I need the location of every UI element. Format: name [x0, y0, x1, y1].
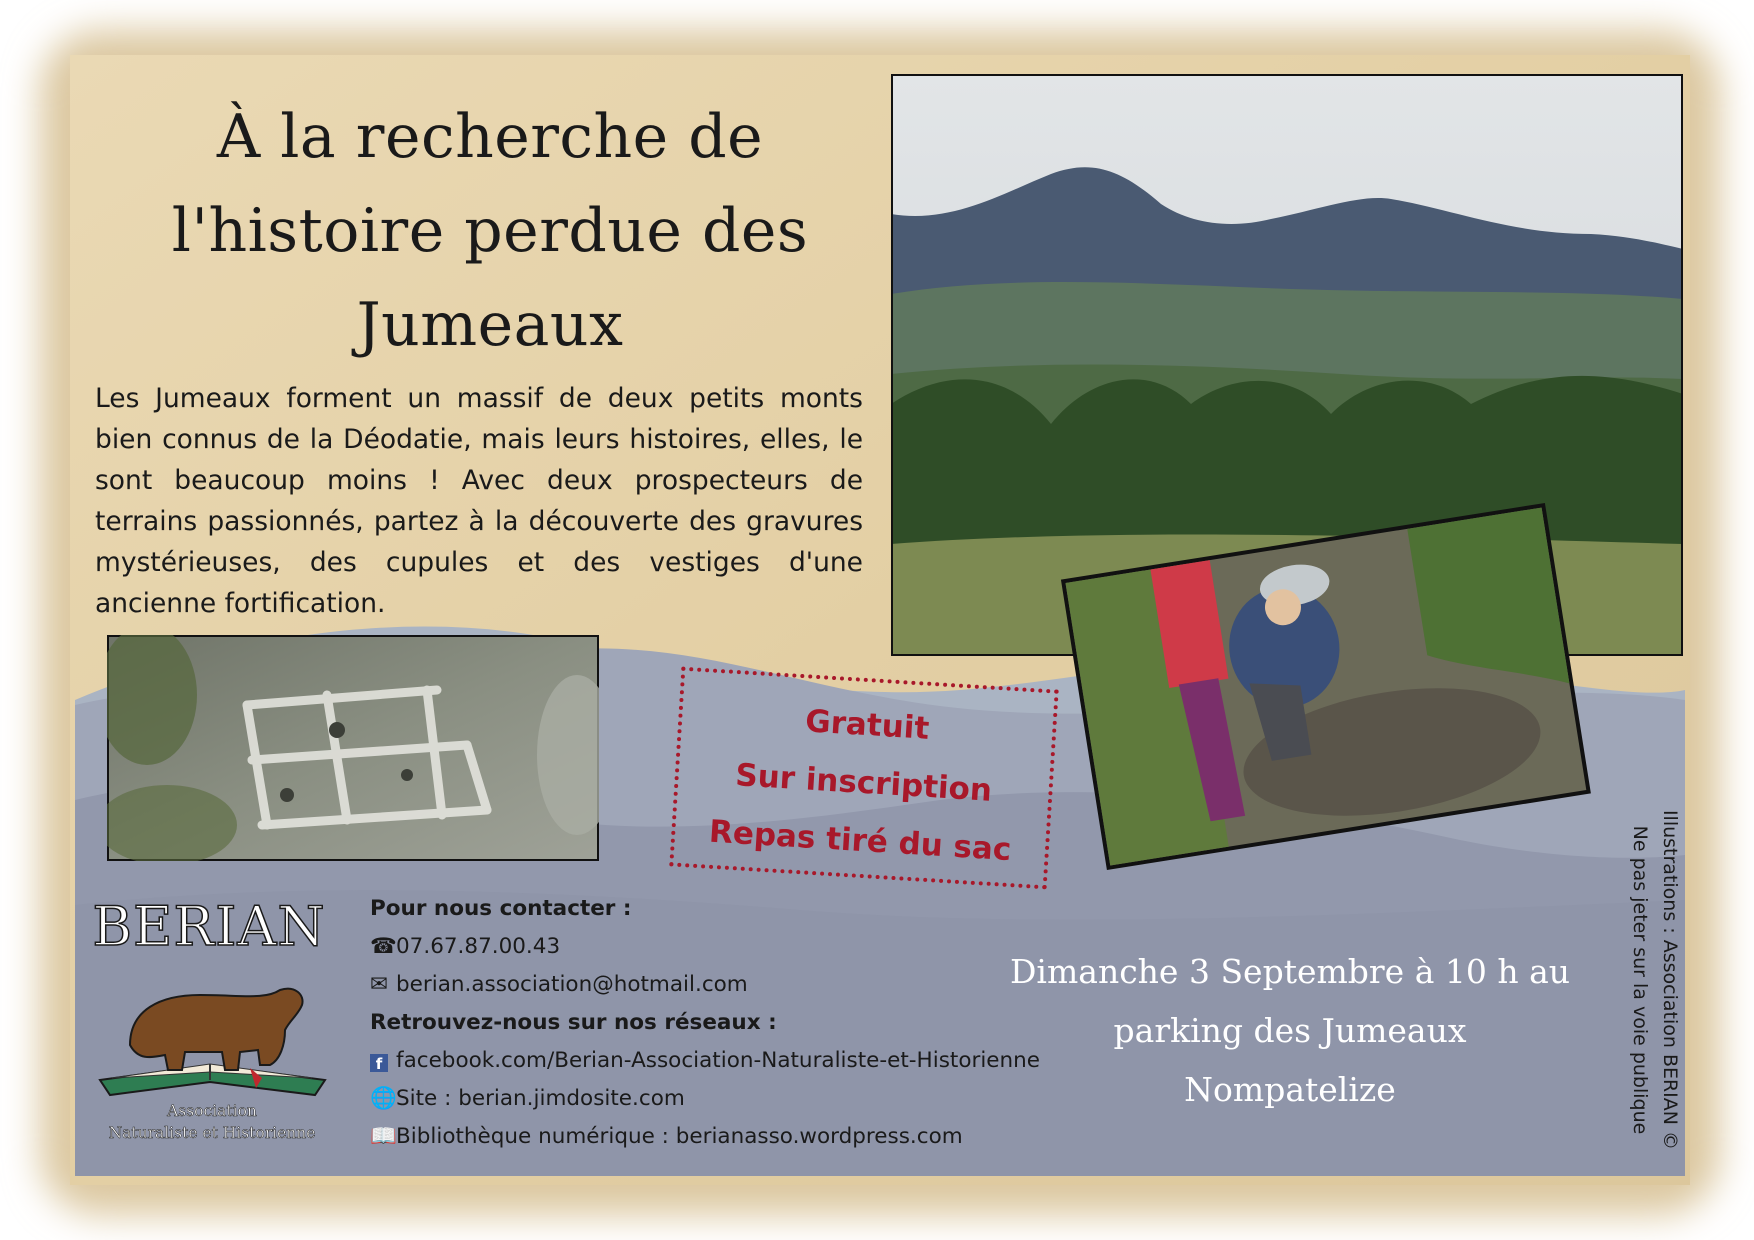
- event-meeting-point: parking des Jumeaux: [1113, 1011, 1467, 1050]
- contact-site: [370, 1080, 1090, 1118]
- side-note: [1620, 800, 1690, 1160]
- contact-facebook: [370, 1042, 1090, 1080]
- email-address: berian.association@hotmail.com: [396, 972, 748, 997]
- library-link[interactable]: Bibliothèque numérique : berianasso.wordpress.com: [396, 1124, 963, 1149]
- phone-icon: ☎: [370, 934, 397, 959]
- prospectors-photo: [1050, 470, 1620, 890]
- offer-free: Gratuit: [804, 703, 931, 747]
- engraved-rock-photo: [107, 635, 599, 861]
- logo-subtitle: [92, 1100, 332, 1144]
- title-line-2: l'histoire perdue des: [171, 196, 809, 266]
- site-link[interactable]: Site : berian.jimdosite.com: [396, 1086, 685, 1111]
- phone-number: 07.67.87.00.43: [396, 934, 561, 959]
- event-date-time: Dimanche 3 Septembre à 10 h au: [1009, 952, 1571, 991]
- contact-phone: [370, 928, 1090, 966]
- title-line-3: Jumeaux: [356, 290, 624, 360]
- globe-icon: 🌐: [370, 1086, 397, 1111]
- envelope-icon: ✉: [370, 972, 389, 997]
- bear-book-logo-icon: [90, 960, 335, 1100]
- book-icon: 📖: [370, 1124, 397, 1149]
- description-paragraph: Les Jumeaux forment un massif de deux petits monts bien connus de la Déodatie, mais leurs histoires, elles, le sont beaucoup moins ! Avec deux prospecteurs de terrains passionnés, partez à la découverte des gravures mystérieuses, des cupules et des vestiges d'une ancienne fortification.: [95, 383, 863, 619]
- social-heading: Retrouvez-nous sur nos réseaux :: [370, 1010, 777, 1035]
- facebook-link[interactable]: facebook.com/Berian-Association-Naturaliste-et-Historienne: [396, 1048, 1041, 1073]
- offer-box: [669, 667, 1059, 890]
- facebook-icon: f: [370, 1042, 396, 1080]
- contact-heading: Pour nous contacter :: [370, 896, 632, 921]
- logo-title: BERIAN: [92, 895, 326, 958]
- wave-base: [75, 1170, 1685, 1176]
- offer-registration: Sur inscription: [734, 757, 994, 809]
- contact-block: [370, 890, 1090, 1156]
- page-title: [130, 90, 850, 372]
- logo-subtitle-line-2: Naturaliste et Historienne: [108, 1124, 316, 1142]
- contact-email: [370, 966, 1090, 1004]
- offer-packed-lunch: Repas tiré du sac: [708, 813, 1013, 869]
- event-town: Nompatelize: [1184, 1070, 1396, 1109]
- illustration-credit: Illustrations : Association BERIAN ©: [1659, 809, 1681, 1151]
- logo-subtitle-line-1: Association: [167, 1102, 257, 1120]
- litter-notice: Ne pas jeter sur la voie publique: [1629, 825, 1651, 1135]
- contact-library: [370, 1118, 1090, 1156]
- title-line-1: À la recherche de: [216, 102, 764, 172]
- event-details: [990, 942, 1590, 1119]
